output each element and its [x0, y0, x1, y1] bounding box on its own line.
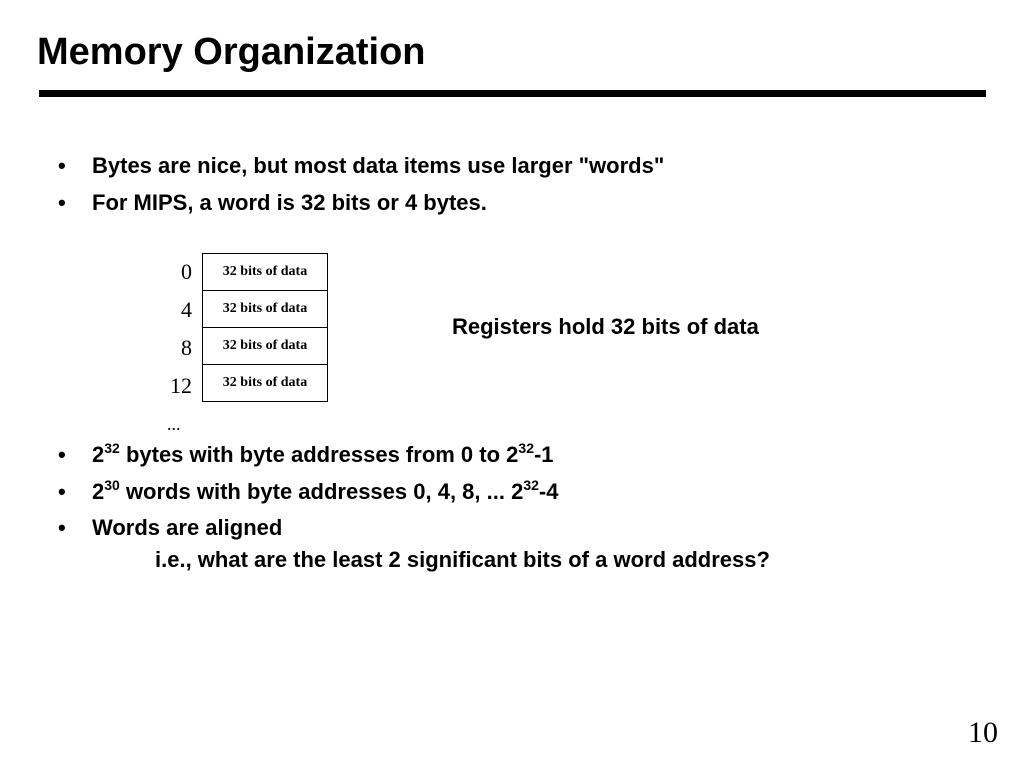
- bullet-text: $2^{30}$ words with byte addresses 0, 4, 8, ... $2^{32}-4$: [92, 476, 559, 504]
- bullet-dot: •: [58, 153, 66, 178]
- memory-address: 8: [181, 335, 192, 360]
- memory-word-cell: 32 bits of data: [203, 328, 328, 365]
- bullet-dot: •: [58, 442, 66, 467]
- memory-address: 4: [181, 297, 192, 322]
- memory-address: 0: [181, 259, 192, 284]
- memory-word-cell: 32 bits of data: [203, 254, 328, 291]
- slide-title: Memory Organization: [37, 31, 426, 73]
- memory-word-cell: 32 bits of data: [203, 365, 328, 402]
- bullet-dot: •: [58, 515, 66, 540]
- registers-note: Registers hold 32 bits of data: [452, 314, 759, 339]
- bullet-text: Words are aligned: [92, 515, 283, 540]
- memory-word-cell: 32 bits of data: [203, 291, 328, 328]
- bullet-item: [58, 190, 487, 216]
- bullet-item: [58, 439, 554, 468]
- bullet-subtext: i.e., what are the least 2 significant bits of a word address?: [155, 547, 770, 572]
- bullet-dot: •: [58, 190, 66, 215]
- bullet-item: [58, 153, 664, 179]
- bullet-text: Bytes are nice, but most data items use larger "words": [92, 153, 665, 178]
- bullet-text: $2^{32}$ bytes with byte addresses from 0 to $2^{32}-1$: [92, 439, 554, 467]
- bullet-dot: •: [58, 479, 66, 504]
- bullet-item: [58, 476, 559, 505]
- page-number: 10: [968, 716, 998, 749]
- memory-continuation: ...: [167, 414, 181, 434]
- memory-diagram: [202, 253, 328, 402]
- memory-address: 12: [170, 373, 192, 398]
- bullet-item: [58, 515, 282, 541]
- bullet-text: For MIPS, a word is 32 bits or 4 bytes.: [92, 190, 487, 215]
- title-divider: [39, 90, 986, 97]
